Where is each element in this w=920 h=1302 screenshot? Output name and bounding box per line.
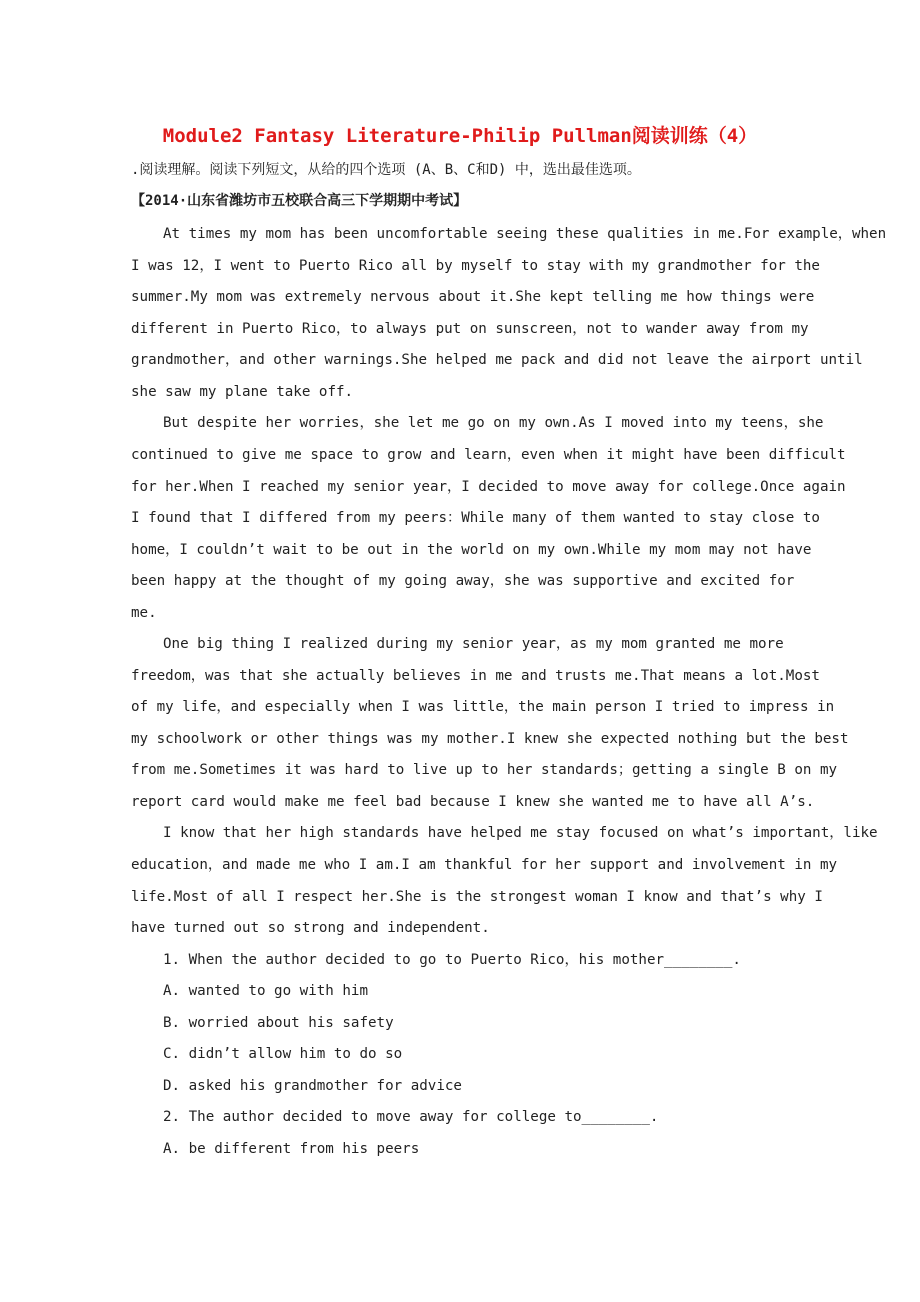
page-title: Module2 Fantasy Literature-Philip Pullman阅读训练（4）: [162, 125, 758, 147]
question-2: 2. The author decided to move away for college to________.: [163, 1109, 659, 1125]
passage-line: freedom，was that she actually believes in me and trusts me.That means a lot.Most: [131, 668, 820, 684]
option-2a: A. be different from his peers: [163, 1141, 420, 1157]
passage-line: from me.Sometimes it was hard to live up to her standards；getting a single B on my: [131, 762, 838, 778]
passage-line: been happy at the thought of my going away，she was supportive and excited for: [131, 573, 795, 589]
instruction-text: .阅读理解。阅读下列短文，从给的四个选项 (A、B、C和D) 中，选出最佳选项。: [131, 162, 641, 178]
source-note: 【2014·山东省潍坊市五校联合高三下学期期中考试】: [131, 193, 468, 209]
passage-line: for her.When I reached my senior year，I decided to move away for college.Once again: [131, 479, 846, 495]
option-1b: B. worried about his safety: [163, 1015, 394, 1031]
passage-line: But despite her worries，she let me go on my own.As I moved into my teens，she: [163, 415, 824, 431]
passage-line: One big thing I realized during my senior year，as my mom granted me more: [163, 636, 784, 652]
passage-line: I know that her high standards have helped me stay focused on what’s important，like: [163, 825, 878, 841]
passage-line: my schoolwork or other things was my mother.I knew she expected nothing but the best: [131, 731, 849, 747]
passage-line: grandmother，and other warnings.She helped me pack and did not leave the airport until: [131, 352, 863, 368]
option-1c: C. didn’t allow him to do so: [163, 1046, 403, 1062]
passage-line: of my life，and especially when I was little，the main person I tried to impress in: [131, 699, 835, 715]
passage-line: home，I couldn’t wait to be out in the world on my own.While my mom may not have: [131, 542, 812, 558]
option-1a: A. wanted to go with him: [163, 983, 368, 999]
passage-line: life.Most of all I respect her.She is the strongest woman I know and that’s why I: [131, 889, 823, 905]
passage-line: she saw my plane take off.: [131, 384, 354, 400]
passage-line: I found that I differed from my peers：While many of them wanted to stay close to: [131, 510, 820, 526]
question-1: 1. When the author decided to go to Puerto Rico，his mother________.: [163, 952, 741, 968]
passage-line: continued to give me space to grow and learn，even when it might have been difficult: [131, 447, 846, 463]
passage-line: different in Puerto Rico，to always put on sunscreen，not to wander away from my: [131, 321, 809, 337]
passage-line: education，and made me who I am.I am thankful for her support and involvement in my: [131, 857, 838, 873]
passage-line: I was 12，I went to Puerto Rico all by myself to stay with my grandmother for the: [131, 258, 820, 274]
passage-line: have turned out so strong and independent.: [131, 920, 490, 936]
passage-line: summer.My mom was extremely nervous about it.She kept telling me how things were: [131, 289, 815, 305]
passage-line: At times my mom has been uncomfortable seeing these qualities in me.For example，when: [163, 226, 887, 242]
option-1d: D. asked his grandmother for advice: [163, 1078, 462, 1094]
passage-line: me.: [131, 605, 157, 621]
passage-line: report card would make me feel bad because I knew she wanted me to have all A’s.: [131, 794, 815, 810]
